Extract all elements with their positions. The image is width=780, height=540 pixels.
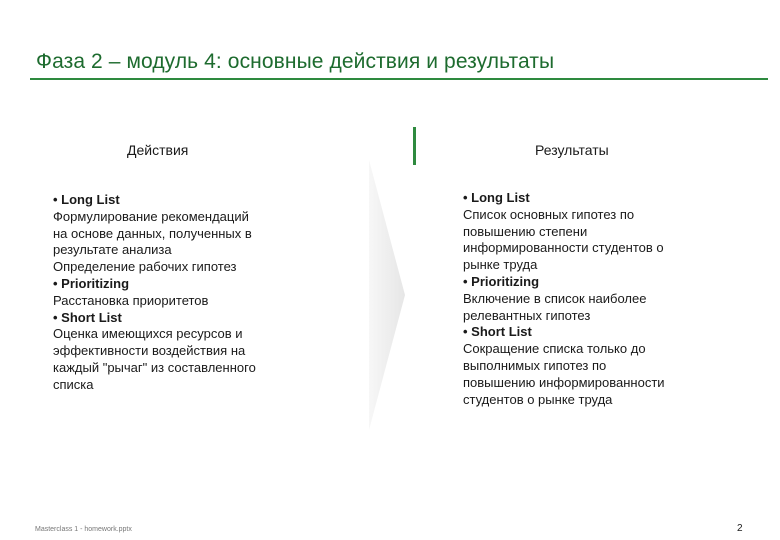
results-line: студентов о рынке труда: [463, 391, 613, 407]
actions-line: • Prioritizing: [53, 275, 130, 291]
title-divider: [30, 78, 768, 80]
actions-line: Расстановка приоритетов: [53, 292, 209, 308]
actions-line: • Short List: [53, 309, 122, 325]
right-chevron-arrow-icon: [369, 160, 407, 430]
actions-list: [53, 192, 293, 394]
results-line: Сокращение списка только до: [463, 341, 646, 357]
page-number: 2: [737, 523, 743, 534]
results-line: • Prioritizing: [463, 273, 540, 289]
results-line: релевантных гипотез: [463, 307, 591, 323]
actions-line: Оценка имеющихся ресурсов и: [53, 326, 243, 342]
results-line: повышению информированности: [463, 374, 665, 390]
actions-line: списка: [53, 376, 94, 392]
footer-source: Masterclass 1 - homework.pptx: [35, 526, 132, 533]
results-line: Список основных гипотез по: [463, 206, 635, 222]
actions-line: на основе данных, полученных в: [53, 225, 252, 241]
actions-line: Формулирование рекомендаций: [53, 208, 249, 224]
results-line: Включение в список наиболее: [463, 290, 647, 306]
actions-line: каждый "рычаг" из составленного: [53, 359, 256, 375]
actions-line: эффективности воздействия на: [53, 343, 246, 359]
actions-line: • Long List: [53, 192, 120, 207]
actions-line: результате анализа: [53, 242, 172, 258]
actions-line: Определение рабочих гипотез: [53, 259, 237, 275]
results-line: • Short List: [463, 324, 532, 340]
slide-title: Фаза 2 – модуль 4: основные действия и результаты: [36, 50, 555, 73]
results-line: выполнимых гипотез по: [463, 357, 607, 373]
results-header: Результаты: [535, 142, 609, 158]
results-line: рынке труда: [463, 257, 538, 273]
results-list: [463, 190, 703, 408]
actions-header: Действия: [127, 142, 189, 158]
results-line: • Long List: [463, 190, 530, 205]
results-line: повышению степени: [463, 223, 588, 239]
column-separator-bar: [413, 127, 416, 165]
results-line: информированности студентов о: [463, 240, 664, 256]
